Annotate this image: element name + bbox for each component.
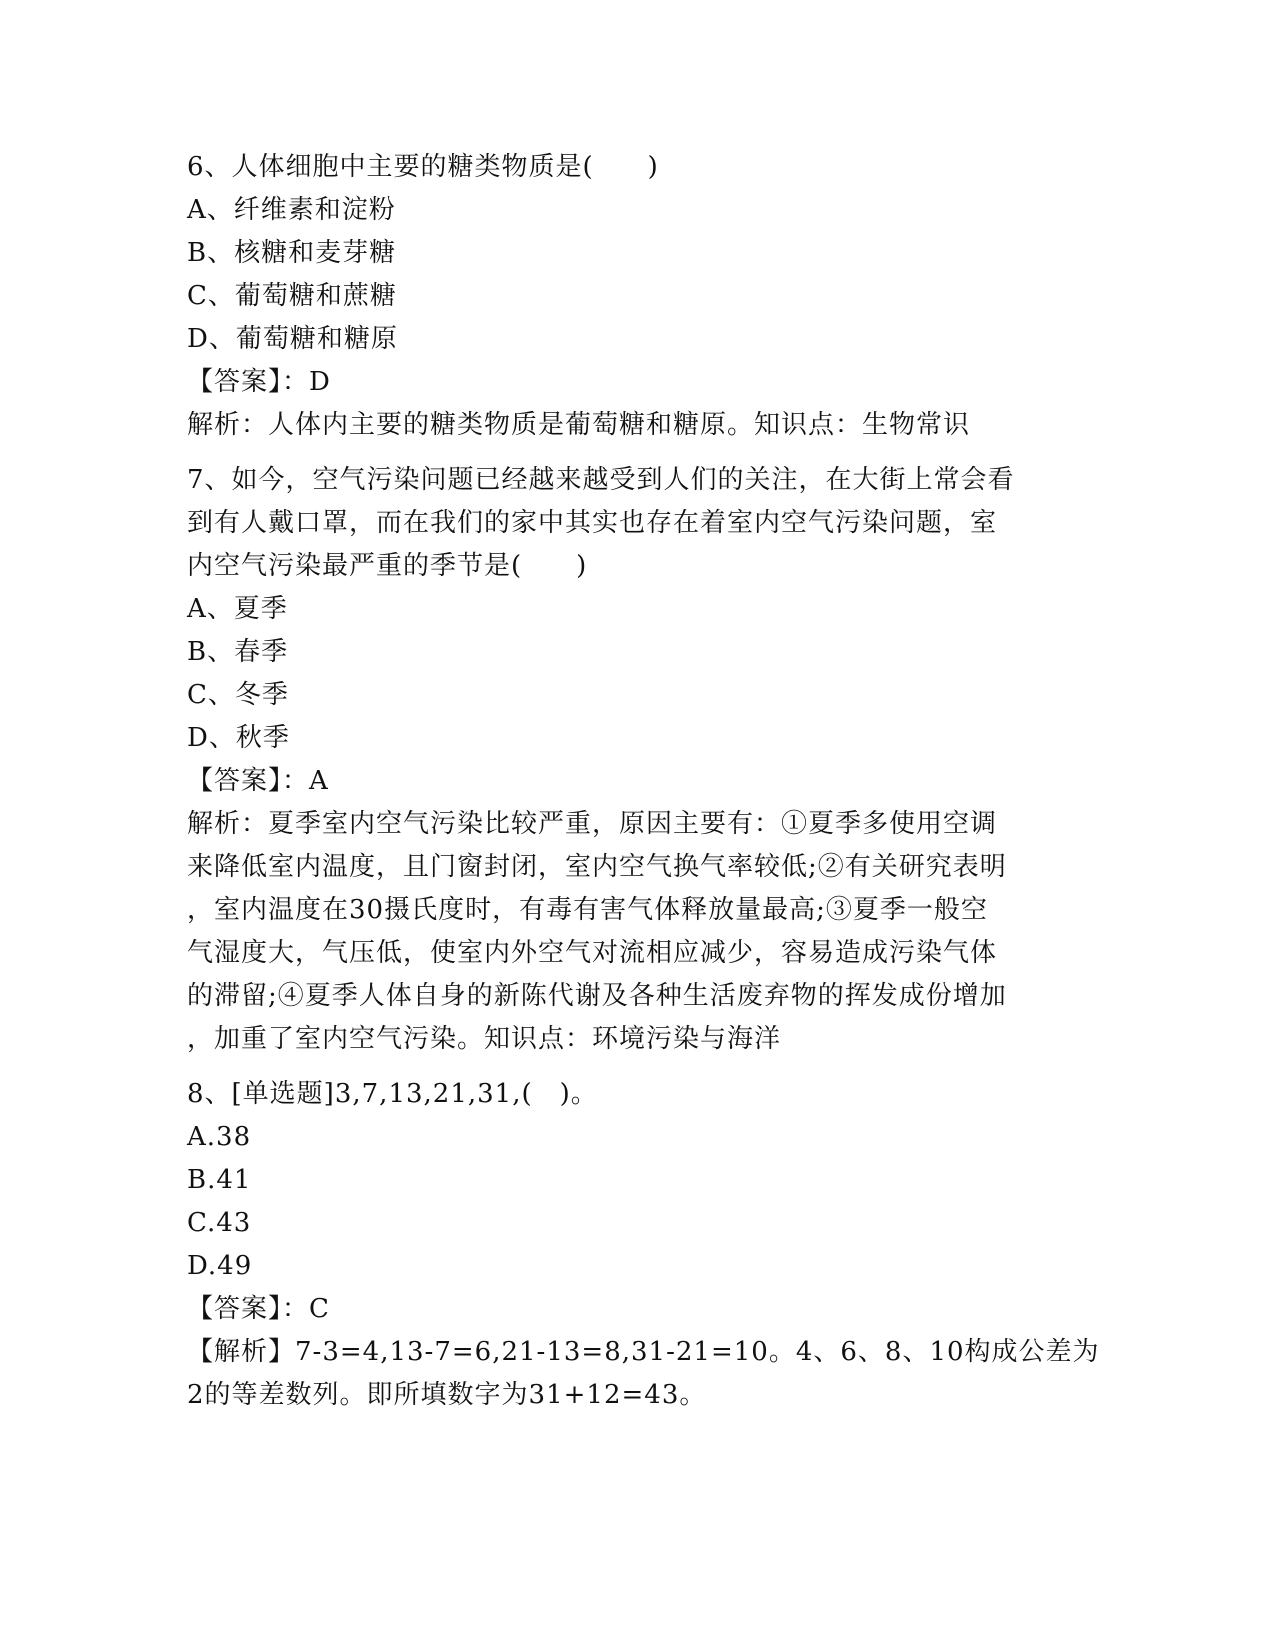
option-d: D、葡萄糖和糖原 bbox=[187, 324, 398, 354]
option-c: C.43 bbox=[187, 1208, 252, 1238]
analysis-line: 的滞留;④夏季人体自身的新陈代谢及各种生活废弃物的挥发成份增加 bbox=[187, 981, 1007, 1011]
option-b: B.41 bbox=[187, 1165, 252, 1195]
analysis-line: 【解析】7-3=4,13-7=6,21-13=8,31-21=10。4、6、8、10构成公差为 bbox=[187, 1337, 1100, 1367]
question-stem: 到有人戴口罩，而在我们的家中其实也存在着室内空气污染问题，室 bbox=[187, 508, 998, 538]
analysis-line: 2的等差数列。即所填数字为31+12=43。 bbox=[187, 1380, 707, 1410]
option-a: A、夏季 bbox=[187, 594, 288, 624]
question-8 bbox=[187, 1073, 1100, 1417]
analysis-line: 解析：人体内主要的糖类物质是葡萄糖和糖原。知识点：生物常识 bbox=[187, 410, 971, 440]
option-b: B、核糖和麦芽糖 bbox=[187, 238, 397, 268]
analysis-line: 解析：夏季室内空气污染比较严重，原因主要有：①夏季多使用空调 bbox=[187, 809, 998, 839]
answer-line: 【答案】：C bbox=[187, 1294, 330, 1324]
option-c: C、冬季 bbox=[187, 680, 289, 710]
option-c: C、葡萄糖和蔗糖 bbox=[187, 281, 397, 311]
question-6 bbox=[187, 146, 1087, 447]
question-stem: 内空气污染最严重的季节是( ) bbox=[187, 551, 588, 581]
document-page bbox=[187, 146, 1100, 1429]
question-stem: 8、[单选题]3,7,13,21,31,( )。 bbox=[187, 1079, 598, 1109]
option-a: A.38 bbox=[187, 1122, 252, 1152]
analysis-line: 气湿度大，气压低，使室内外空气对流相应减少，容易造成污染气体 bbox=[187, 938, 998, 968]
analysis-line: ，加重了室内空气污染。知识点：环境污染与海洋 bbox=[187, 1024, 782, 1054]
question-7 bbox=[187, 459, 1087, 1061]
answer-line: 【答案】：A bbox=[187, 766, 329, 796]
analysis-line: ，室内温度在30摄氏度时，有毒有害气体释放量最高;③夏季一般空 bbox=[187, 895, 988, 925]
analysis-line: 来降低室内温度，且门窗封闭，室内空气换气率较低;②有关研究表明 bbox=[187, 852, 1007, 882]
option-d: D、秋季 bbox=[187, 723, 290, 753]
question-stem: 6、人体细胞中主要的糖类物质是( ) bbox=[187, 152, 659, 182]
answer-line: 【答案】：D bbox=[187, 367, 331, 397]
question-stem: 7、如今，空气污染问题已经越来越受到人们的关注，在大街上常会看 bbox=[187, 465, 1015, 495]
option-d: D.49 bbox=[187, 1251, 253, 1281]
option-b: B、春季 bbox=[187, 637, 289, 667]
option-a: A、纤维素和淀粉 bbox=[187, 195, 396, 225]
